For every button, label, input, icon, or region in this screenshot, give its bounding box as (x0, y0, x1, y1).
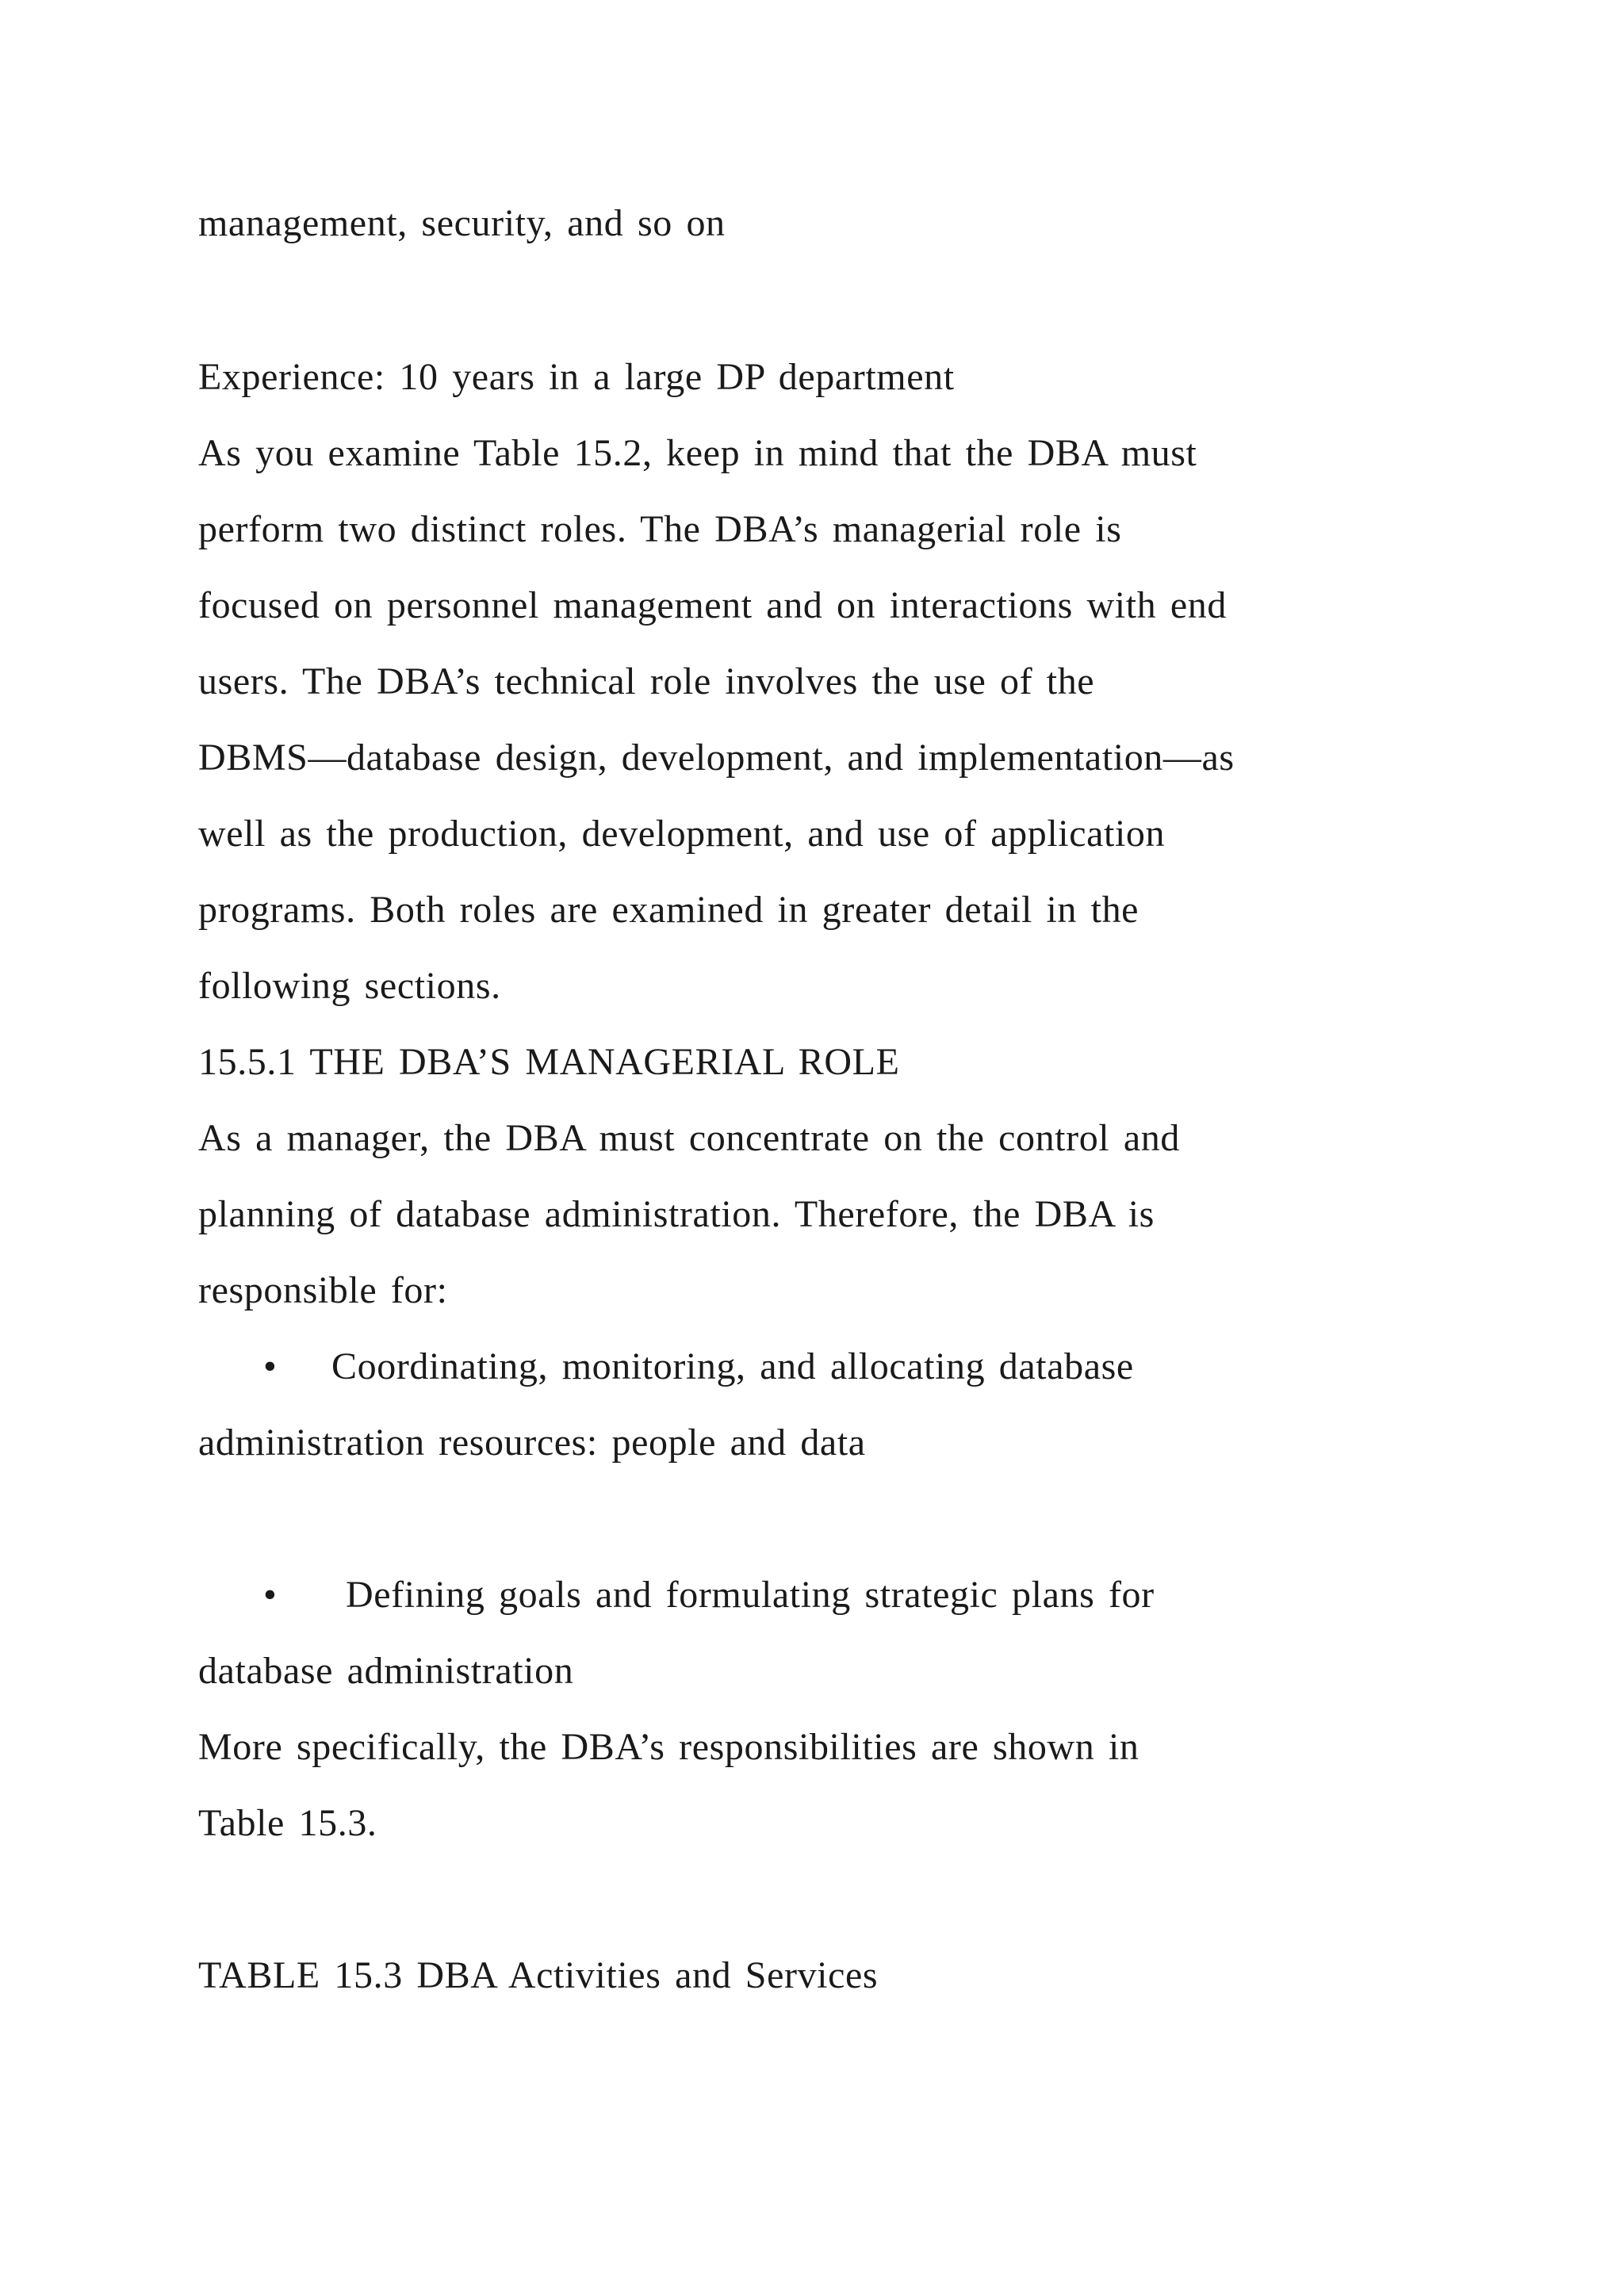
section-heading: 15.5.1 THE DBA’S MANAGERIAL ROLE (198, 1041, 900, 1083)
text-line: Table 15.3. (198, 1802, 377, 1844)
document-page (198, 0, 1499, 2296)
text-line: well as the production, development, and use of application (198, 813, 1166, 855)
text-line: DBMS—database design, development, and implementation—as (198, 737, 1235, 779)
text-line: Experience: 10 years in a large DP department (198, 356, 955, 398)
text-line: focused on personnel management and on interactions with end (198, 584, 1227, 626)
text-line: management, security, and so on (198, 202, 726, 244)
bullet-marker: • (263, 1574, 278, 1616)
text-line: As a manager, the DBA must concentrate on the control and (198, 1117, 1180, 1159)
bullet-item-text: Defining goals and formulating strategic plans for (346, 1574, 1155, 1616)
text-line: planning of database administration. Therefore, the DBA is (198, 1193, 1155, 1235)
bullet-item-text: Coordinating, monitoring, and allocating database (331, 1345, 1134, 1387)
text-line: perform two distinct roles. The DBA’s managerial role is (198, 508, 1122, 550)
text-line: responsible for: (198, 1269, 448, 1311)
text-line: More specifically, the DBA’s responsibilities are shown in (198, 1726, 1139, 1768)
bullet-item-text-continued: administration resources: people and data (198, 1422, 866, 1464)
text-line: As you examine Table 15.2, keep in mind that the DBA must (198, 432, 1197, 474)
bullet-marker: • (263, 1345, 278, 1387)
table-caption: TABLE 15.3 DBA Activities and Services (198, 1954, 879, 1996)
bullet-item-text-continued: database administration (198, 1650, 574, 1692)
text-line: programs. Both roles are examined in greater detail in the (198, 889, 1139, 931)
text-line: following sections. (198, 965, 501, 1007)
text-line: users. The DBA’s technical role involves the use of the (198, 660, 1095, 702)
